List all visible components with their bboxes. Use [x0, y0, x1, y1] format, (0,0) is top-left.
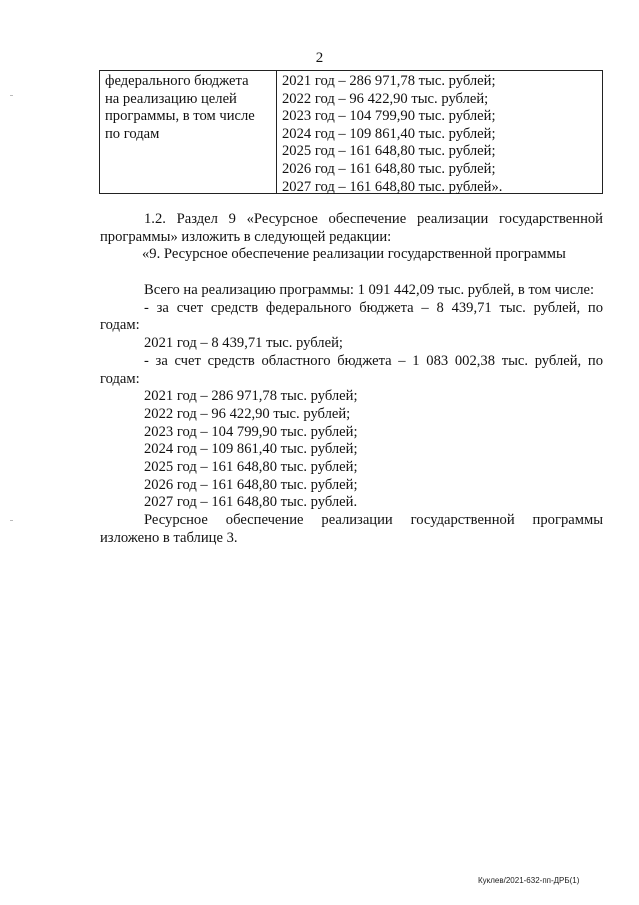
regional-budget-line: годам: — [100, 370, 140, 387]
table-label-line: федерального бюджета — [105, 73, 249, 89]
table-label-line: на реализацию целей — [105, 90, 237, 107]
amendment-instruction — [100, 211, 603, 264]
closing-line: Ресурсное обеспечение реализации государственной программы — [144, 512, 603, 529]
federal-budget-line: - за счет средств федерального бюджета – 8 439,71 тыс. рублей, по — [144, 299, 603, 316]
table-year-line: 2027 год – 161 648,80 тыс. рублей». — [282, 178, 503, 195]
table-label-line: программы, в том числе — [105, 108, 255, 125]
table-label-line: по годам — [105, 125, 160, 142]
table-year-line: 2026 год – 161 648,80 тыс. рублей; — [282, 160, 496, 177]
regional-budget-line: - за счет средств областного бюджета – 1 083 002,38 тыс. рублей, по — [144, 352, 603, 369]
federal-year-line: 2021 год – 8 439,71 тыс. рублей; — [144, 335, 343, 352]
regional-year-line: 2022 год – 96 422,90 тыс. рублей; — [144, 405, 351, 422]
table-year-line: 2021 год – 286 971,78 тыс. рублей; — [282, 73, 496, 89]
funding-section — [100, 282, 603, 548]
regional-year-line: 2024 год – 109 861,40 тыс. рублей; — [144, 441, 358, 458]
table-values-cell — [277, 71, 602, 193]
scan-edge-mark — [10, 520, 13, 521]
regional-year-line: 2027 год – 161 648,80 тыс. рублей. — [144, 494, 358, 511]
table-year-line: 2022 год – 96 422,90 тыс. рублей; — [282, 90, 489, 107]
table-year-line: 2023 год – 104 799,90 тыс. рублей; — [282, 108, 496, 125]
instruction-line: 1.2. Раздел 9 «Ресурсное обеспечение реализации государственной — [144, 211, 603, 227]
funding-total: Всего на реализацию программы: 1 091 442,09 тыс. рублей, в том числе: — [144, 282, 595, 298]
section-heading: «9. Ресурсное обеспечение реализации государственной программы — [142, 246, 566, 263]
instruction-line: программы» изложить в следующей редакции: — [100, 228, 392, 245]
page-number: 2 — [315, 50, 324, 66]
budget-table — [99, 70, 603, 194]
closing-line: изложено в таблице 3. — [100, 529, 238, 546]
table-year-line: 2024 год – 109 861,40 тыс. рублей; — [282, 125, 496, 142]
table-year-line: 2025 год – 161 648,80 тыс. рублей; — [282, 143, 496, 160]
scan-edge-mark — [10, 95, 13, 96]
regional-year-line: 2025 год – 161 648,80 тыс. рублей; — [144, 459, 358, 476]
federal-budget-line: годам: — [100, 317, 140, 334]
document-code: Куклев/2021-632-пп-ДРБ(1) — [478, 876, 580, 885]
regional-year-line: 2023 год – 104 799,90 тыс. рублей; — [144, 423, 358, 440]
regional-year-line: 2026 год – 161 648,80 тыс. рублей; — [144, 476, 358, 493]
table-label-cell — [100, 71, 277, 193]
regional-year-line: 2021 год – 286 971,78 тыс. рублей; — [144, 388, 358, 405]
